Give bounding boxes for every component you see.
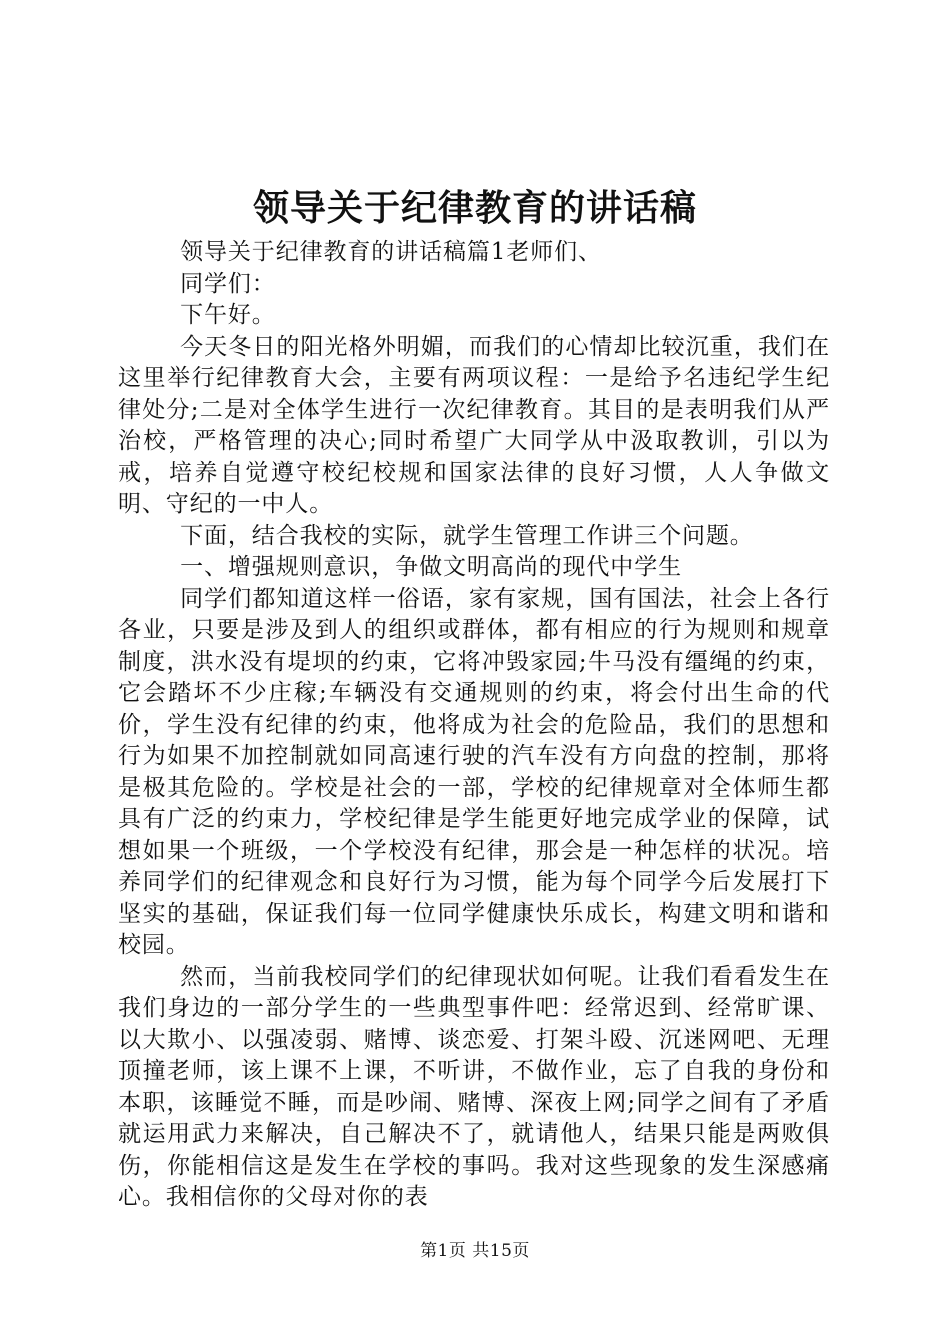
page-number-footer: 第1页 共15页 bbox=[420, 1241, 530, 1261]
document-body bbox=[118, 237, 830, 1214]
document-title: 领导关于纪律教育的讲话稿 bbox=[252, 188, 697, 229]
paragraph-intro: 领导关于纪律教育的讲话稿篇1老师们、 bbox=[180, 239, 602, 265]
paragraph-greeting-students: 同学们： bbox=[180, 270, 276, 297]
paragraph-opening: 今天冬日的阳光格外明媚，而我们的心情却比较沉重，我们在这里举行纪律教育大会，主要有两项议程：一是给予名违纪学生纪律处分;二是对全体学生进行一次纪律教育。其目的是表明我们从严治校，严格管理的决心;同时希望广大同学从中汲取教训，引以为戒，培养自觉遵守校纪校规和国家法律的良好习惯，人人争做文明、守纪的一中人。 bbox=[118, 333, 830, 517]
paragraph-good-afternoon: 下午好。 bbox=[180, 302, 276, 328]
paragraph-current-status: 然而，当前我校同学们的纪律现状如何呢。让我们看看发生在我们身边的一部分学生的一些典型事件吧：经常迟到、经常旷课、以大欺小、以强凌弱、赌博、谈恋爱、打架斗殴、沉迷网吧、无理顶撞老师，该上课不上课，不听讲，不做作业，忘了自我的身份和本职，该睡觉不睡，而是吵闹、赌博、深夜上网;同学之间有了矛盾就运用武力来解决，自己解决不了，就请他人，结果只能是两败俱伤，你能相信这是发生在学校的事吗。我对这些现象的发生深感痛心。我相信你的父母对你的表 bbox=[118, 963, 830, 1210]
paragraph-rules: 同学们都知道这样一俗语，家有家规，国有国法，社会上各行各业，只要是涉及到人的组织或群体，都有相应的行为规则和规章制度，洪水没有堤坝的约束，它将冲毁家园;牛马没有缰绳的约束，它会踏坏不少庄稼;车辆没有交通规则的约束，将会付出生命的代价，学生没有纪律的约束，他将成为社会的危险品，我们的思想和行为如果不加控制就如同高速行驶的汽车没有方向盘的控制，那将是极其危险的。学校是社会的一部，学校的纪律规章对全体师生都具有广泛的约束力，学校纪律是学生能更好地完成学业的保障，试想如果一个班级，一个学校没有纪律，那会是一种怎样的状况。培养同学们的纪律观念和良好行为习惯，能为每个同学今后发展打下坚实的基础，保证我们每一位同学健康快乐成长，构建文明和谐和校园。 bbox=[118, 585, 830, 958]
paragraph-topics: 下面，结合我校的实际，就学生管理工作讲三个问题。 bbox=[180, 522, 754, 549]
section-heading-1: 一、增强规则意识，争做文明高尚的现代中学生 bbox=[180, 554, 682, 580]
